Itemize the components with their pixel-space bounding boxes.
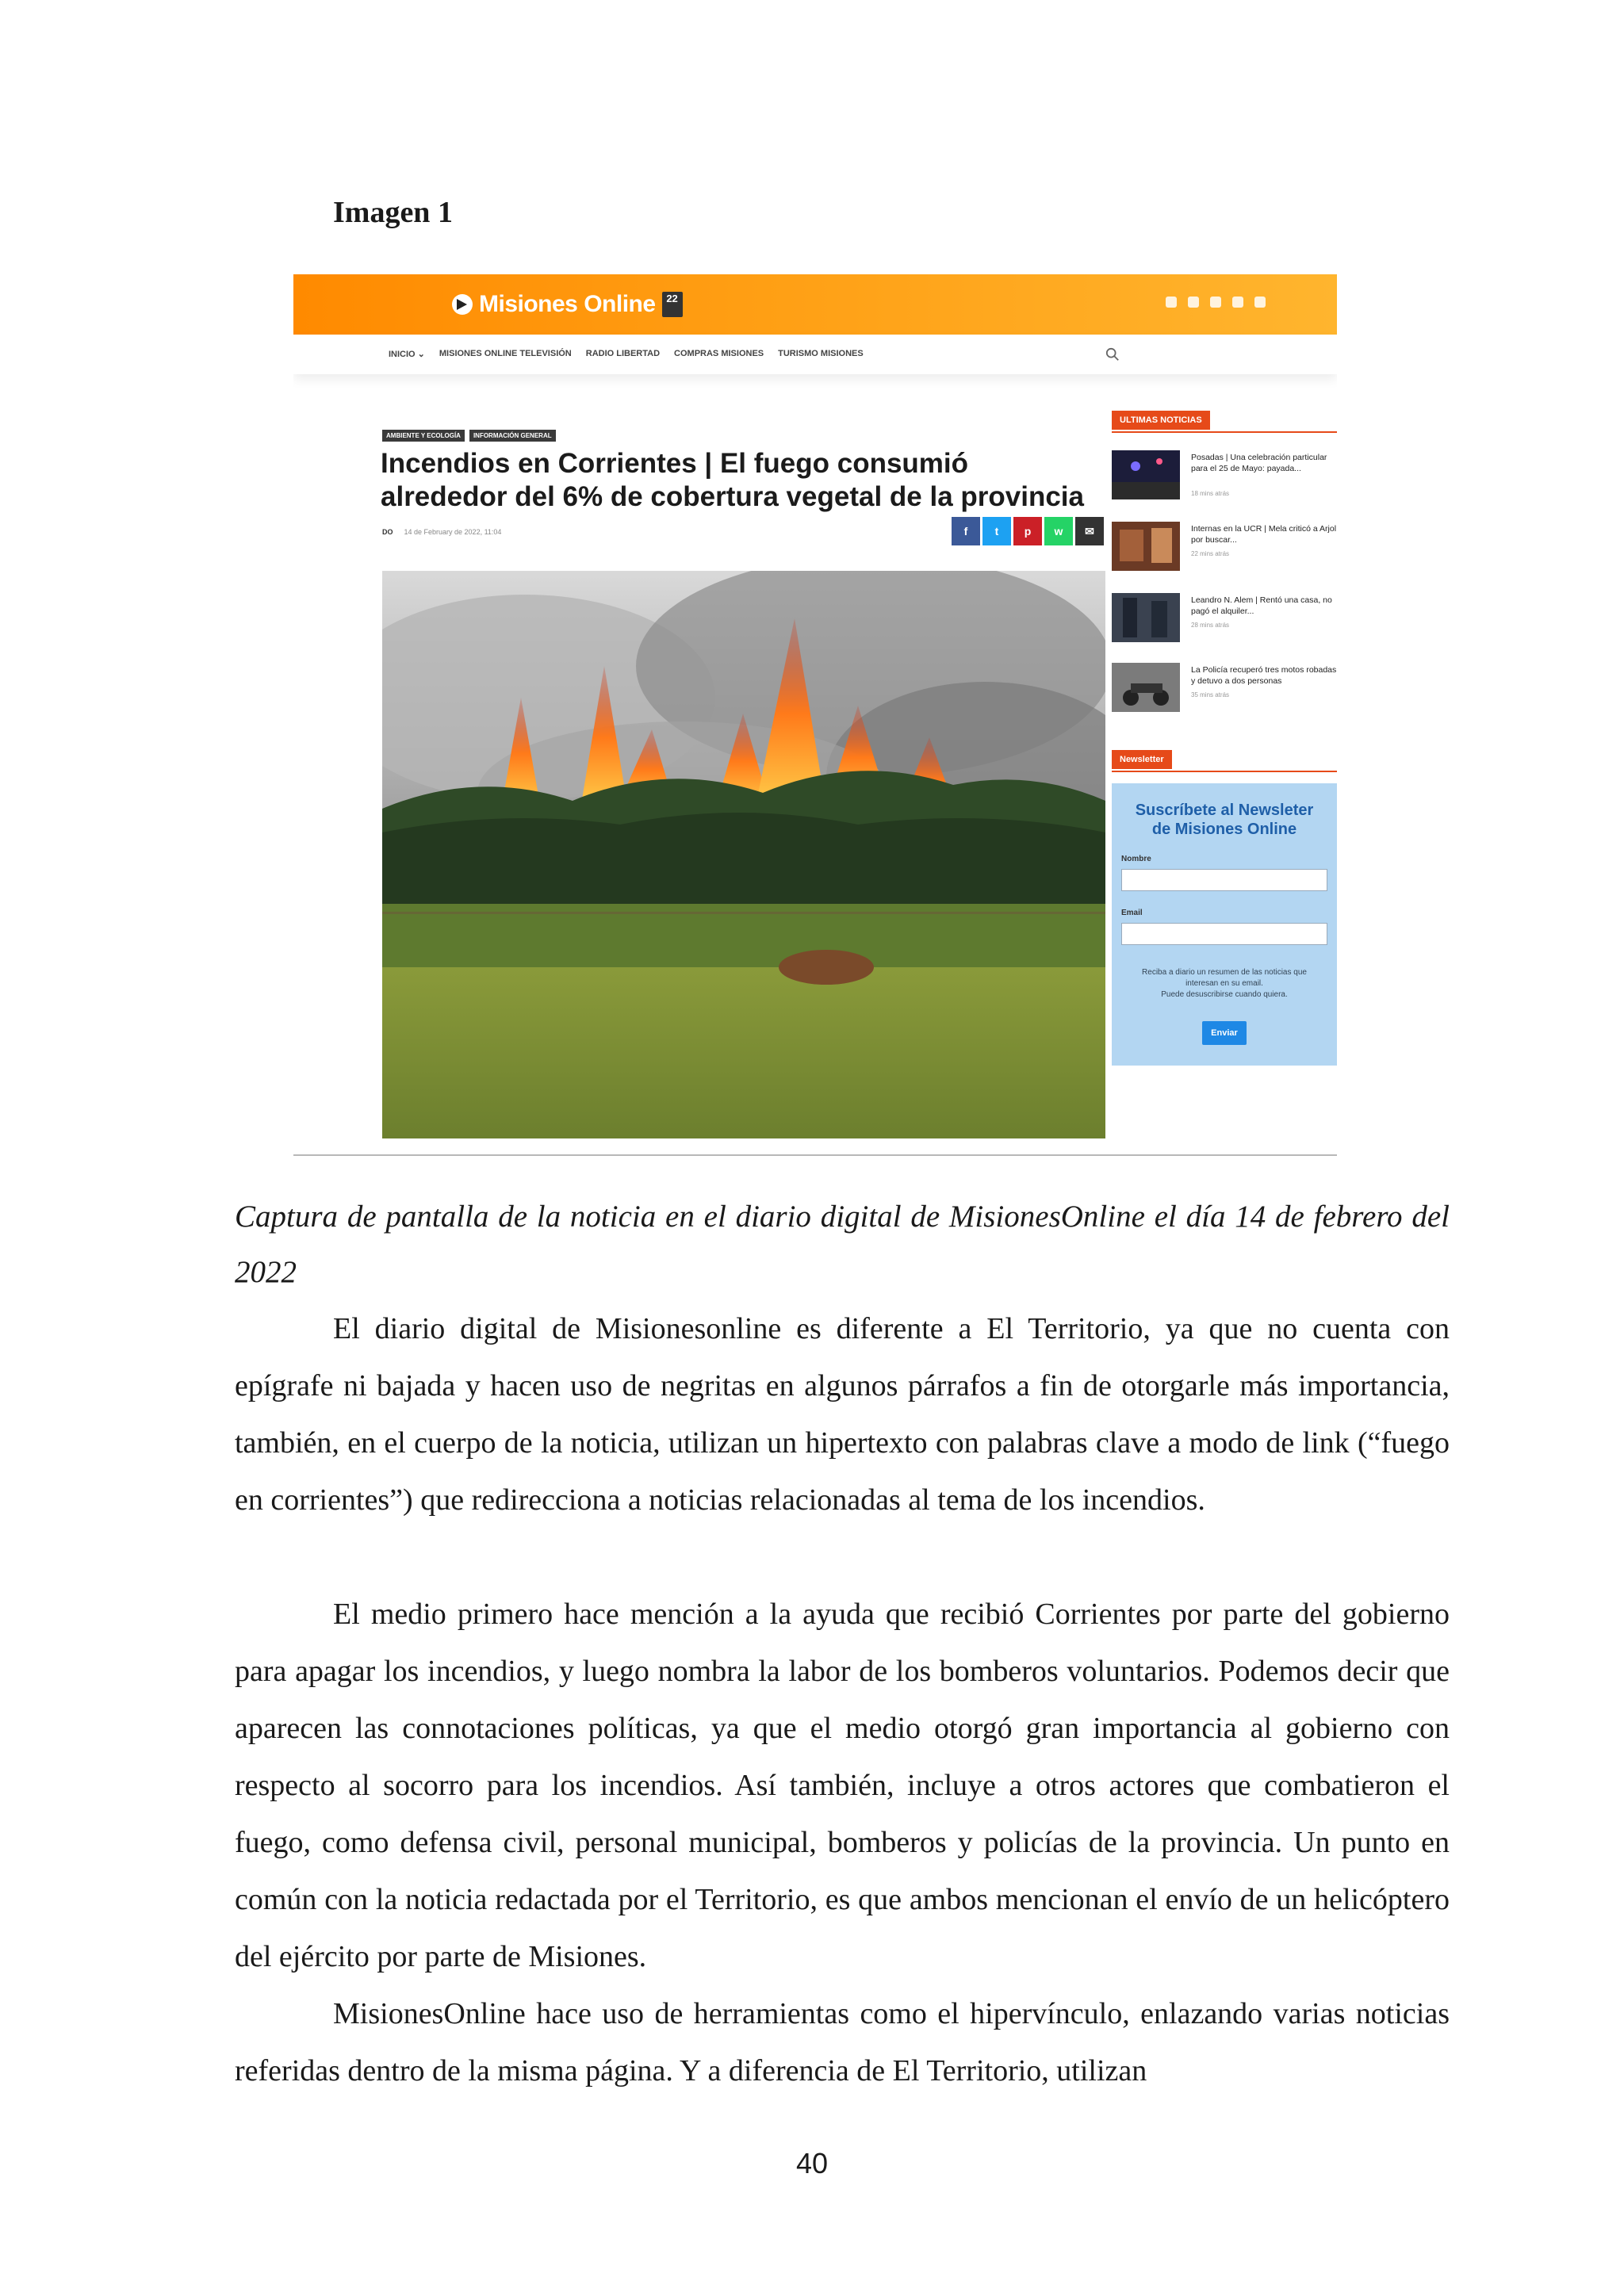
- news-thumb: [1112, 593, 1180, 642]
- screenshot-divider: [293, 1154, 1337, 1156]
- newsletter-note-line-1: Reciba a diario un resumen de las noticias que: [1142, 968, 1307, 977]
- sidebar-heading-newsletter: [1112, 750, 1337, 772]
- facebook-share-icon: f: [952, 517, 980, 545]
- figure-caption: Captura de pantalla de la noticia en el diario digital de MisionesOnline el día 14 de febrero del 2022: [235, 1200, 1450, 1289]
- news-title: Internas en la UCR | Mela criticó a Arjol por buscar...: [1191, 524, 1337, 545]
- figure-label: Imagen 1: [333, 196, 453, 229]
- headline-line-1: Incendios en Corrientes | El fuego consumió: [381, 448, 969, 479]
- paragraph-3: MisionesOnline hace uso de herramientas como el hipervínculo, enlazando varias noticias referidas dentro de la misma página. Y a diferencia de El Territorio, utilizan: [235, 1997, 1450, 2087]
- logo-text: Misiones Online: [479, 291, 656, 317]
- newsletter-title: [1112, 801, 1337, 839]
- newsletter-box: [1112, 783, 1337, 1066]
- nav-item-compras: COMPRAS MISIONES: [674, 349, 764, 358]
- twitter-share-icon: t: [982, 517, 1011, 545]
- news-item: [1112, 522, 1337, 577]
- paragraph-1: El diario digital de Misionesonline es diferente a El Territorio, ya que no cuenta con epígrafe ni bajada y hacen uso de negritas en algunos párrafos a fin de otorgarle más importancia, también, en el cuerpo de la noticia, utilizan un hipertexto con palabras clave a modo de link (“fuego en corrientes”) que redirecciona a noticias relacionadas al tema de los incendios.: [235, 1312, 1450, 1517]
- article-byline: [382, 528, 501, 536]
- nav-item-television: MISIONES ONLINE TELEVISIÓN: [439, 349, 572, 358]
- byline-author: DO: [382, 528, 393, 536]
- article-photo-fire: [382, 571, 1105, 1138]
- name-label: Nombre: [1121, 855, 1151, 863]
- pinterest-share-icon: p: [1013, 517, 1042, 545]
- news-time: 22 mins atrás: [1191, 550, 1230, 557]
- page-number: 40: [795, 2147, 829, 2179]
- share-buttons: [952, 517, 1104, 545]
- news-time: 18 mins atrás: [1191, 490, 1230, 497]
- article-tags: [382, 430, 556, 442]
- news-title: Leandro N. Alem | Rentó una casa, no pagó el alquiler...: [1191, 595, 1332, 616]
- newsletter-title-line-2: de Misiones Online: [1151, 821, 1297, 838]
- facebook-icon: [1188, 297, 1199, 308]
- sidebar-heading-latest: [1112, 411, 1337, 433]
- headline-line-2: alrededor del 6% de cobertura vegetal de la provincia: [381, 481, 1084, 512]
- news-thumb: [1112, 522, 1180, 571]
- news-item: [1112, 663, 1337, 718]
- news-time: 28 mins atrás: [1191, 622, 1230, 629]
- nav-item-inicio: INICIO ⌄: [389, 350, 425, 359]
- name-field: [1121, 869, 1327, 891]
- twitter-icon: [1254, 297, 1266, 308]
- tag-ambiente: AMBIENTE Y ECOLOGÍA: [382, 430, 465, 442]
- paragraph-2: El medio primero hace mención a la ayuda que recibió Corrientes por parte del gobierno para apagar los incendios, y luego nombra la labor de los bomberos voluntarios. Podemos decir que aparecen las connotaciones políticas, ya que el medio otorgó gran importancia al gobierno con respecto al socorro para los incendios. Así también, incluye a otros actores que combatieron el fuego, como defensa civil, personal municipal, bomberos y policías de la provincia. Un punto en común con la noticia redactada por el Territorio, es que ambos mencionan el envío de un helicóptero del ejército por parte de Misiones.: [235, 1598, 1450, 1973]
- embedded-screenshot: [293, 274, 1337, 1146]
- email-label: Email: [1121, 909, 1143, 917]
- newsletter-title-line-1: Suscríbete al Newsleter: [1135, 802, 1314, 819]
- logo-badge: 22: [662, 292, 683, 317]
- nav-item-radio: RADIO LIBERTAD: [585, 349, 661, 358]
- tag-informacion: INFORMACIÓN GENERAL: [469, 430, 556, 442]
- sidebar-heading-newsletter-label: Newsletter: [1112, 750, 1172, 769]
- news-title: La Policía recuperó tres motos robadas y detuvo a dos personas: [1191, 665, 1337, 686]
- news-thumb: [1112, 663, 1180, 712]
- newsletter-note-line-3: Puede desuscribirse cuando quiera.: [1161, 990, 1288, 999]
- email-field: [1121, 923, 1327, 945]
- site-logo: [452, 289, 683, 320]
- search-icon: [1105, 347, 1120, 362]
- news-item: [1112, 450, 1337, 506]
- news-time: 35 mins atrás: [1191, 691, 1230, 698]
- instagram-icon: [1166, 297, 1177, 308]
- news-item: [1112, 593, 1337, 649]
- youtube-icon: [1232, 297, 1243, 308]
- news-title: Posadas | Una celebración particular para el 25 de Mayo: payada...: [1191, 453, 1327, 473]
- article-headline: [381, 447, 1094, 514]
- newsletter-note-line-2: interesan en su email.: [1185, 979, 1263, 988]
- social-icons: [1166, 297, 1266, 308]
- logo-play-icon: [452, 294, 473, 315]
- site-header: [293, 274, 1337, 335]
- news-thumb: [1112, 450, 1180, 499]
- email-share-icon: ✉: [1075, 517, 1104, 545]
- byline-date: 14 de February de 2022, 11:04: [404, 528, 502, 536]
- email-icon: [1210, 297, 1221, 308]
- site-nav: [293, 335, 1337, 374]
- whatsapp-share-icon: w: [1044, 517, 1073, 545]
- submit-button: Enviar: [1202, 1021, 1247, 1045]
- nav-item-turismo: TURISMO MISIONES: [778, 349, 864, 358]
- sidebar-heading-latest-label: ULTIMAS NOTICIAS: [1112, 411, 1210, 430]
- newsletter-note: [1112, 967, 1337, 1001]
